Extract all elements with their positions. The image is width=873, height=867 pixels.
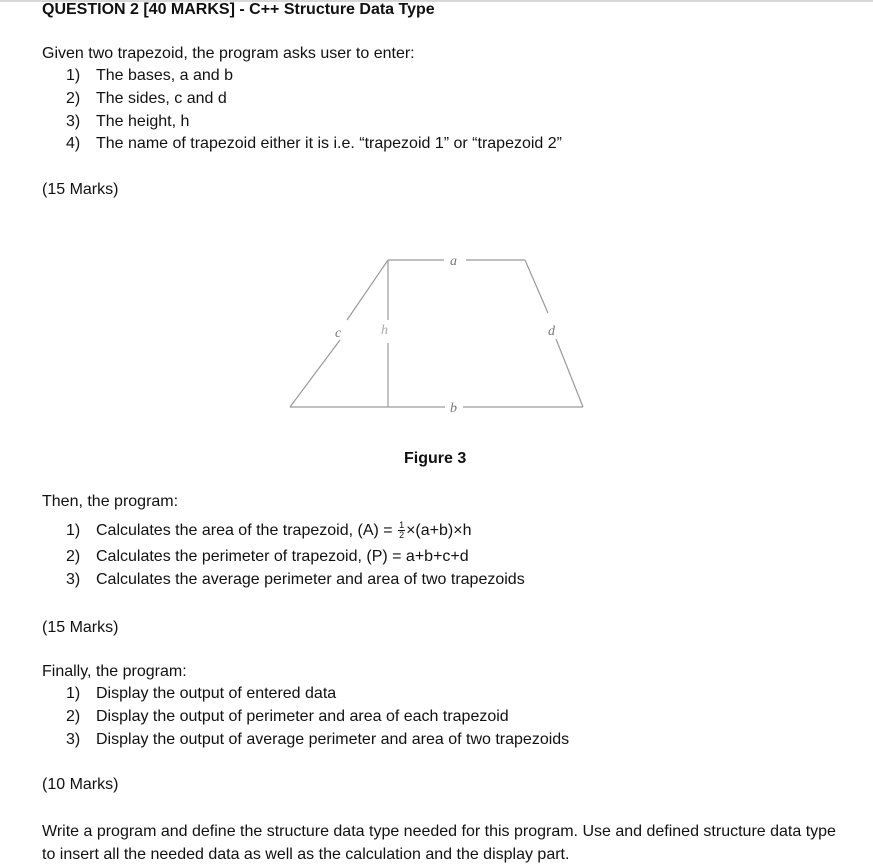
list-item: 2) The sides, c and d [66, 89, 227, 107]
side-d-lower [556, 339, 583, 407]
list-item: 4) The name of trapezoid either it is i.e. “trapezoid 1” or “trapezoid 2” [66, 135, 562, 153]
intro-text: Given two trapezoid, the program asks user to enter: [42, 45, 415, 62]
marks-label-2: (15 Marks) [42, 619, 119, 636]
list-item: 2) Calculates the perimeter of trapezoid, (P) = a+b+c+d [66, 548, 469, 565]
list-item: 3) Display the output of average perimeter and area of two trapezoids [66, 730, 570, 748]
marks-label-3: (10 Marks) [42, 776, 119, 793]
final-instruction: Write a program and define the structure data type needed for this program. Use and defined structure data type to insert all the needed data as well as the calculation and the display part. [42, 823, 836, 863]
label-a: a [450, 254, 457, 269]
input-list [66, 65, 562, 156]
half-fraction: $\frac{1}{2}$ [399, 520, 405, 541]
label-h: h [381, 323, 388, 338]
label-d: d [548, 324, 555, 339]
label-b: b [450, 401, 457, 416]
side-c-lower [290, 340, 340, 407]
marks-label-1: (15 Marks) [42, 181, 119, 198]
list-item: 3) The height, h [66, 112, 190, 130]
list-item: 1) Display the output of entered data [66, 685, 337, 702]
calc-list [66, 516, 525, 592]
display-list [66, 683, 569, 751]
list-item: 1) Calculates the area of the trapezoid, (A) = $\frac{1}{2}$ ×(a+b)×h [66, 520, 472, 541]
figure-caption: Figure 3 [404, 450, 467, 467]
side-d-upper [525, 260, 548, 313]
then-intro: Then, the program: [42, 493, 179, 510]
trapezoid-figure [280, 245, 590, 420]
list-item: 3) Calculates the average perimeter and area of two trapezoids [66, 570, 525, 588]
list-item: 1) The bases, a and b [66, 67, 233, 84]
question-heading: QUESTION 2 [40 MARKS] - C++ Structure Data Type [42, 1, 435, 18]
list-item: 2) Display the output of perimeter and area of each trapezoid [66, 707, 509, 725]
side-c-upper [347, 260, 388, 320]
finally-intro: Finally, the program: [42, 663, 187, 680]
label-c: c [335, 326, 342, 341]
